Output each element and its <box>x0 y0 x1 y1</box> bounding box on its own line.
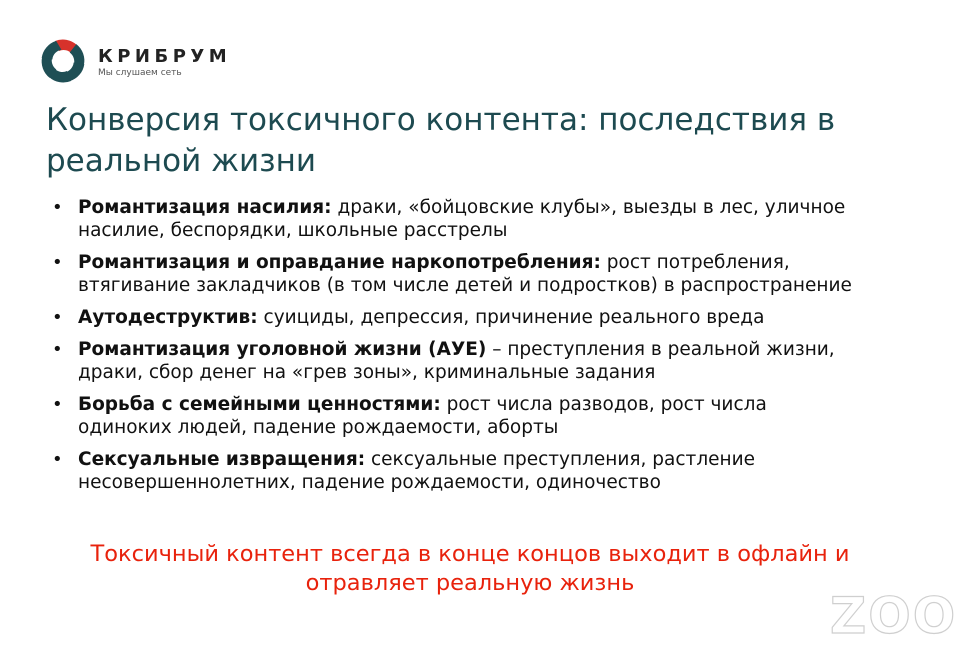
zoom-watermark: ZOO <box>830 587 957 645</box>
bullet-term: Романтизация и оправдание наркопотребления: <box>78 252 601 273</box>
bullet-item <box>52 306 927 329</box>
bullet-text: суициды, депрессия, причинение реального вреда <box>257 307 765 328</box>
bullet-item <box>52 196 927 242</box>
bullet-term: Аутодеструктив: <box>78 307 258 328</box>
bullet-item <box>52 251 927 297</box>
bullet-dot: • <box>52 307 63 328</box>
bullet-text: рост числа разводов, рост числа одиноких людей, падение рождаемости, аборты <box>78 394 767 438</box>
bullet-dot: • <box>52 394 63 415</box>
brand <box>98 47 231 79</box>
bullet-text: сексуальные преступления, растление несовершеннолетних, падение рождаемости, одиночество <box>78 449 756 493</box>
bullet-text: рост потребления, втягивание закладчиков (в том числе детей и подростков) в распространение <box>78 252 852 296</box>
conclusion-text: Токсичный контент всегда в конце концов выходит в офлайн и отравляет реальную жизнь <box>90 541 850 596</box>
bullet-text: драки, «бойцовские клубы», выезды в лес, уличное насилие, беспорядки, школьные расстрелы <box>78 197 846 241</box>
brand-tagline: Мы слушаем сеть <box>98 68 182 78</box>
bullet-dot: • <box>52 339 63 360</box>
bullet-term: Борьба с семейными ценностями: <box>78 394 441 415</box>
slide-title: Конверсия токсичного контента: последствия в реальной жизни <box>46 102 836 179</box>
bullet-item <box>52 338 927 384</box>
bullet-item <box>52 393 927 439</box>
bullet-text: – преступления в реальной жизни, драки, сбор денег на «грев зоны», криминальные задания <box>78 339 835 383</box>
bullet-term: Романтизация насилия: <box>78 197 332 218</box>
kribrum-logo-icon <box>38 36 88 86</box>
bullet-term: Сексуальные извращения: <box>78 449 366 470</box>
bullet-item <box>52 448 927 494</box>
brand-name: КРИБРУМ <box>98 46 232 67</box>
bullet-dot: • <box>52 252 63 273</box>
bullet-dot: • <box>52 197 63 218</box>
bullet-list <box>52 196 927 503</box>
bullet-term: Романтизация уголовной жизни (АУЕ) <box>78 339 487 360</box>
bullet-dot: • <box>52 449 63 470</box>
